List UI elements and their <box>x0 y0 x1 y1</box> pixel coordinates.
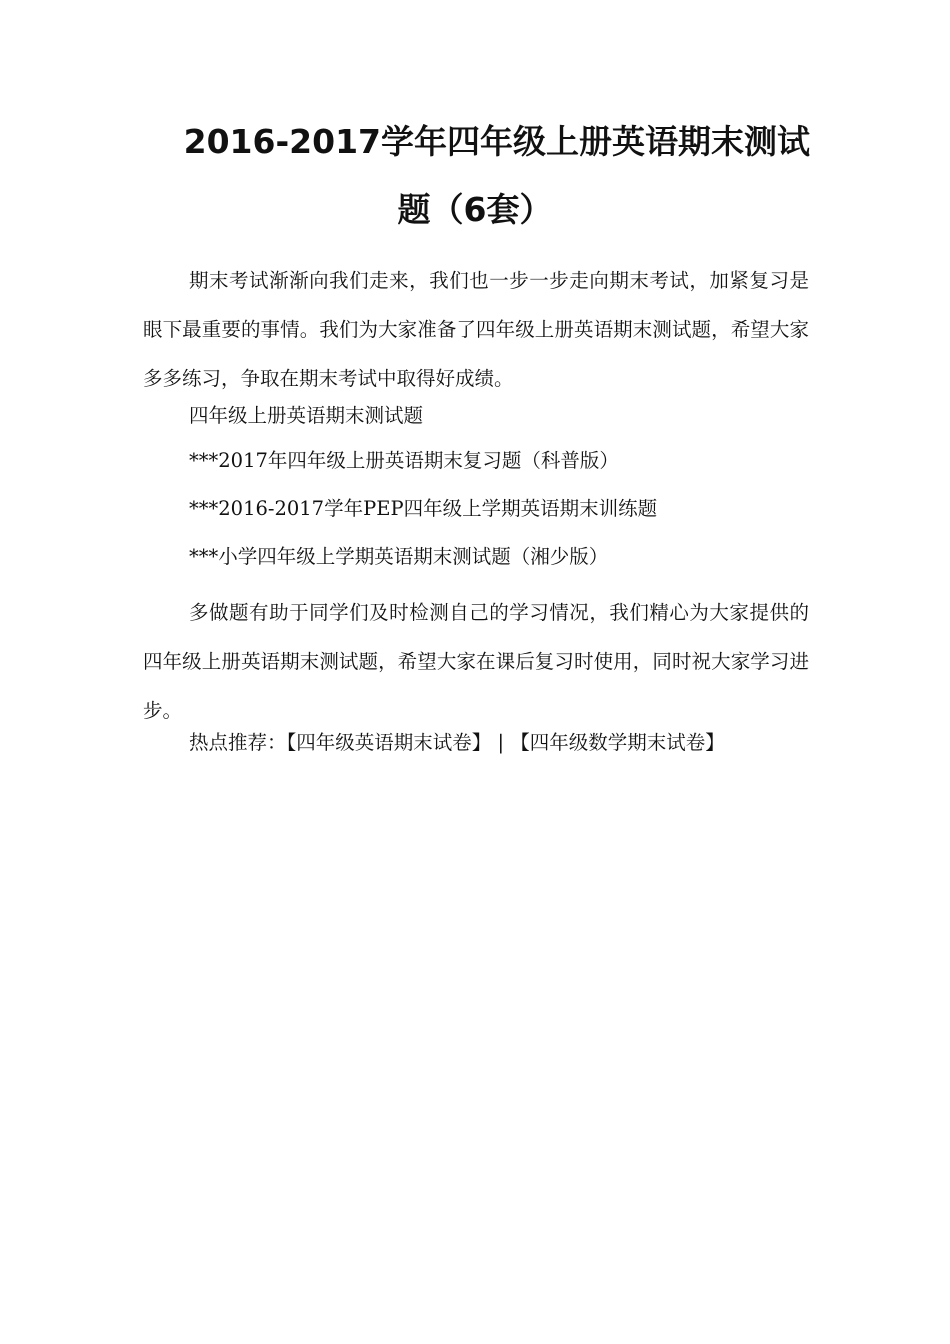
hot-label: 热点推荐： <box>189 731 287 754</box>
math-exam-link[interactable]: 【四年级数学期末试卷】 <box>510 731 725 754</box>
list-item-link[interactable] <box>189 446 619 476</box>
separator-text: | <box>497 731 505 754</box>
section-heading: 四年级上册英语期末测试题 <box>189 404 424 427</box>
list-item-link[interactable] <box>189 494 657 524</box>
list-item-link[interactable] <box>189 542 608 572</box>
intro-paragraph: 期末考试渐渐向我们走来，我们也一步一步走向期末考试，加紧复习是眼下最重要的事情。我们为大家准备了四年级上册英语期末测试题，希望大家多多练习，争取在期末考试中取得好成绩。 <box>143 269 809 390</box>
document-title-line-1: 2016-2017学年四年级上册英语期末测试 <box>183 122 810 161</box>
exam-link-kepu[interactable]: ***2017年四年级上册英语期末复习题（科普版） <box>189 449 619 472</box>
exam-link-xiangshao[interactable]: ***小学四年级上学期英语期末测试题（湘少版） <box>189 545 609 568</box>
english-exam-link[interactable]: 【四年级英语期末试卷】 <box>286 731 492 754</box>
exam-link-pep[interactable]: ***2016-2017学年PEP四年级上学期英语期末训练题 <box>189 497 658 520</box>
closing-paragraph: 多做题有助于同学们及时检测自己的学习情况，我们精心为大家提供的四年级上册英语期末测试题，希望大家在课后复习时使用，同时祝大家学习进步。 <box>143 601 809 722</box>
document-title-line-2: 题（6套） <box>397 190 553 229</box>
hot-recommendations <box>189 728 725 758</box>
link-separator <box>491 731 510 754</box>
